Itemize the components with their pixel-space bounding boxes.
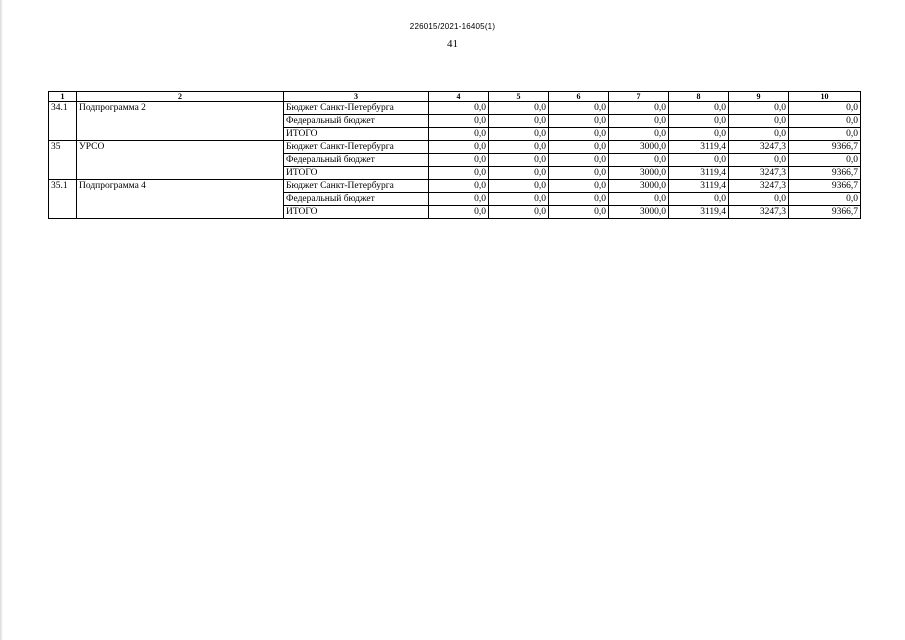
value-cell: 0,0 (729, 128, 789, 141)
value-cell: 0,0 (729, 193, 789, 206)
value-cell: 3000,0 (609, 180, 669, 193)
value-cell: 0,0 (609, 154, 669, 167)
value-cell: 0,0 (429, 167, 489, 180)
value-cell: 3119,4 (669, 141, 729, 154)
column-header: 2 (77, 92, 284, 102)
value-cell: 3000,0 (609, 206, 669, 219)
value-cell: 0,0 (489, 115, 549, 128)
value-cell: 0,0 (429, 180, 489, 193)
column-header: 6 (549, 92, 609, 102)
value-cell: 0,0 (489, 167, 549, 180)
value-cell: 0,0 (549, 206, 609, 219)
value-cell: 3119,4 (669, 167, 729, 180)
program-name: УРСО (77, 141, 284, 180)
funding-source: Федеральный бюджет (284, 115, 429, 128)
funding-source: Бюджет Санкт-Петербурга (284, 141, 429, 154)
value-cell: 0,0 (429, 102, 489, 115)
value-cell: 3000,0 (609, 167, 669, 180)
value-cell: 3000,0 (609, 141, 669, 154)
value-cell: 9366,7 (789, 141, 861, 154)
value-cell: 0,0 (429, 141, 489, 154)
row-index: 35 (49, 141, 77, 180)
value-cell: 0,0 (429, 206, 489, 219)
column-header: 9 (729, 92, 789, 102)
value-cell: 0,0 (489, 180, 549, 193)
funding-source: Федеральный бюджет (284, 193, 429, 206)
value-cell: 0,0 (609, 115, 669, 128)
value-cell: 9366,7 (789, 206, 861, 219)
row-index: 34.1 (49, 102, 77, 141)
value-cell: 0,0 (549, 102, 609, 115)
program-name: Подпрограмма 4 (77, 180, 284, 219)
value-cell: 0,0 (789, 115, 861, 128)
value-cell: 0,0 (549, 154, 609, 167)
funding-source: ИТОГО (284, 128, 429, 141)
column-header: 7 (609, 92, 669, 102)
value-cell: 0,0 (489, 128, 549, 141)
document-id: 226015/2021-16405(1) (409, 22, 496, 31)
funding-source: Бюджет Санкт-Петербурга (284, 180, 429, 193)
value-cell: 9366,7 (789, 167, 861, 180)
value-cell: 3247,3 (729, 206, 789, 219)
value-cell: 0,0 (729, 115, 789, 128)
column-header: 10 (789, 92, 861, 102)
value-cell: 3247,3 (729, 180, 789, 193)
value-cell: 0,0 (549, 115, 609, 128)
row-index: 35.1 (49, 180, 77, 219)
value-cell: 3247,3 (729, 141, 789, 154)
value-cell: 0,0 (489, 154, 549, 167)
value-cell: 0,0 (549, 167, 609, 180)
funding-source: ИТОГО (284, 167, 429, 180)
value-cell: 0,0 (729, 102, 789, 115)
value-cell: 0,0 (429, 128, 489, 141)
value-cell: 0,0 (549, 180, 609, 193)
value-cell: 0,0 (669, 115, 729, 128)
value-cell: 0,0 (789, 128, 861, 141)
value-cell: 0,0 (609, 193, 669, 206)
value-cell: 0,0 (609, 128, 669, 141)
value-cell: 0,0 (669, 128, 729, 141)
column-header: 3 (284, 92, 429, 102)
value-cell: 0,0 (489, 102, 549, 115)
value-cell: 0,0 (549, 193, 609, 206)
column-header: 8 (669, 92, 729, 102)
scan-edge (0, 0, 3, 640)
value-cell: 0,0 (429, 115, 489, 128)
value-cell: 0,0 (489, 141, 549, 154)
value-cell: 0,0 (429, 154, 489, 167)
value-cell: 0,0 (789, 154, 861, 167)
funding-source: Федеральный бюджет (284, 154, 429, 167)
budget-table (48, 91, 861, 219)
program-name: Подпрограмма 2 (77, 102, 284, 141)
funding-source: Бюджет Санкт-Петербурга (284, 102, 429, 115)
table-row (49, 102, 861, 115)
column-header: 4 (429, 92, 489, 102)
value-cell: 3119,4 (669, 206, 729, 219)
value-cell: 0,0 (789, 102, 861, 115)
column-header: 5 (489, 92, 549, 102)
value-cell: 0,0 (729, 154, 789, 167)
value-cell: 0,0 (609, 102, 669, 115)
value-cell: 0,0 (549, 141, 609, 154)
value-cell: 0,0 (489, 193, 549, 206)
value-cell: 3119,4 (669, 180, 729, 193)
value-cell: 0,0 (789, 193, 861, 206)
value-cell: 3247,3 (729, 167, 789, 180)
column-header: 1 (49, 92, 77, 102)
value-cell: 0,0 (429, 193, 489, 206)
value-cell: 0,0 (669, 102, 729, 115)
value-cell: 0,0 (669, 154, 729, 167)
funding-source: ИТОГО (284, 206, 429, 219)
value-cell: 0,0 (489, 206, 549, 219)
value-cell: 9366,7 (789, 180, 861, 193)
table-row (49, 180, 861, 193)
value-cell: 0,0 (669, 193, 729, 206)
value-cell: 0,0 (549, 128, 609, 141)
page-number: 41 (447, 38, 458, 50)
header-row (49, 92, 861, 102)
table-row (49, 141, 861, 154)
